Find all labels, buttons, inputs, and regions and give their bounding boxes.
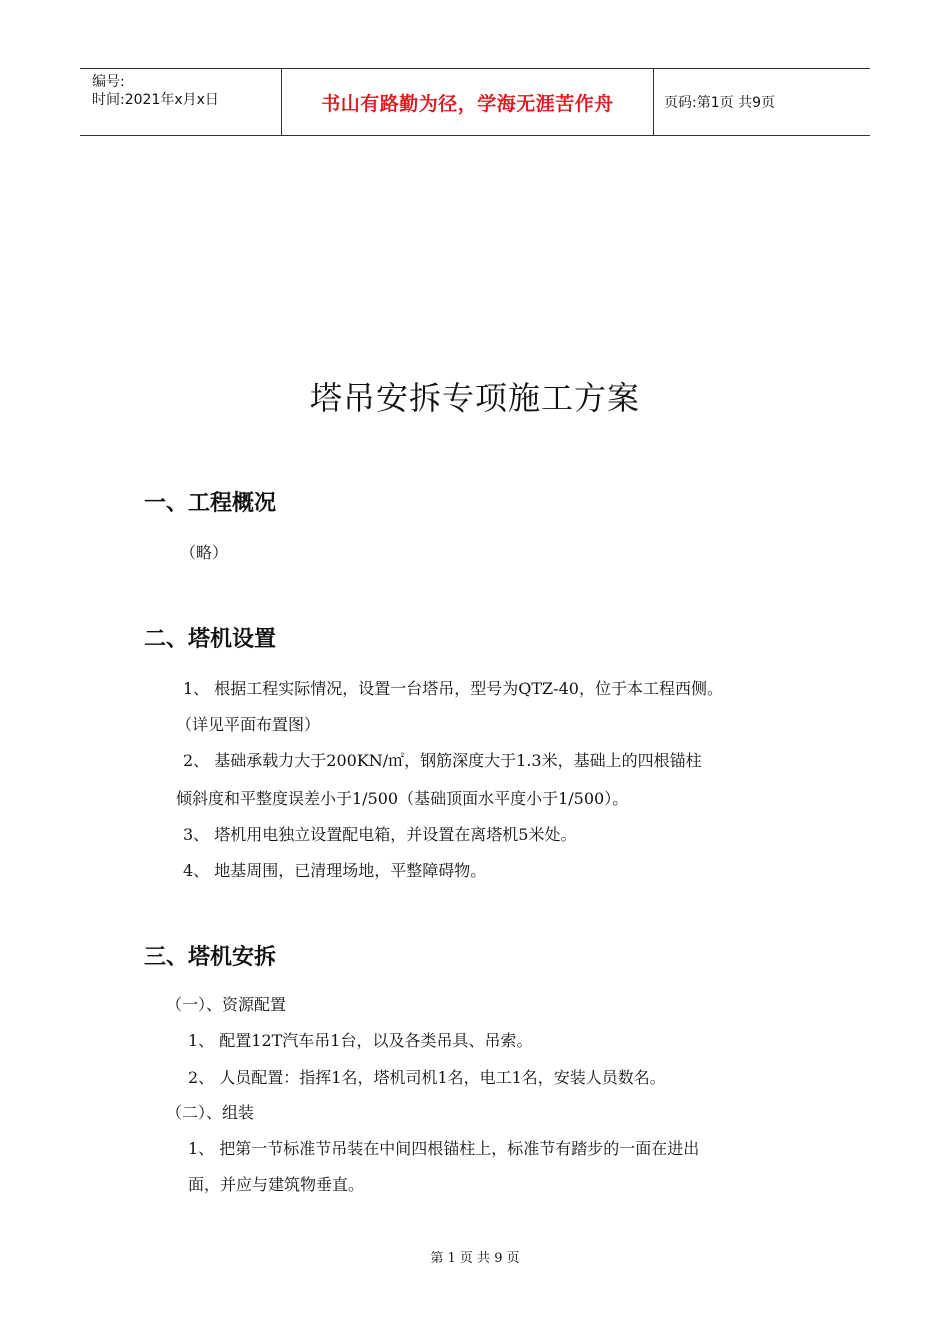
header-motto: 书山有路勤为径，学海无涯苦作舟 xyxy=(282,69,654,135)
paragraph-line: 面，并应与建筑物垂直。 xyxy=(188,1175,365,1194)
section-overview-text: （略） xyxy=(180,543,229,562)
subsection-heading-resources: （一）、资源配置 xyxy=(166,995,287,1014)
section-heading-crane-setup: 二、塔机设置 xyxy=(144,627,277,652)
paragraph-line: 2、 基础承载力大于200KN/㎡，钢筋深度大于1.3米，基础上的四根锚柱 xyxy=(183,751,702,770)
page-footer: 第 1 页 共 9 页 xyxy=(430,1251,520,1266)
section-heading-overview: 一、工程概况 xyxy=(144,491,277,516)
paragraph-line: 1、 配置12T汽车吊1台，以及各类吊具、吊索。 xyxy=(188,1031,533,1050)
paragraph-line: 倾斜度和平整度误差小于1/500（基础顶面水平度小于1/500）。 xyxy=(176,789,629,808)
paragraph-line: 4、 地基周围，已清理场地，平整障碍物。 xyxy=(183,861,487,880)
header-meta xyxy=(80,69,282,135)
subsection-heading-assembly: （二）、组装 xyxy=(166,1103,255,1122)
document-number-label: 编号: xyxy=(92,74,125,90)
document-time-label: 时间:2021年x月x日 xyxy=(92,92,219,108)
header-page-number: 页码:第1页 共9页 xyxy=(664,95,775,111)
paragraph-line: 3、 塔机用电独立设置配电箱，并设置在离塔机5米处。 xyxy=(183,825,577,844)
document-title: 塔吊安拆专项施工方案 xyxy=(309,379,640,417)
paragraph-line: 1、 根据工程实际情况，设置一台塔吊，型号为QTZ-40，位于本工程西侧。 xyxy=(183,679,723,698)
page-header xyxy=(80,68,870,136)
paragraph-line: （详见平面布置图） xyxy=(176,715,321,734)
paragraph-line: 2、 人员配置：指挥1名，塔机司机1名，电工1名，安装人员数名。 xyxy=(188,1068,666,1087)
section-heading-crane-install: 三、塔机安拆 xyxy=(144,945,277,970)
paragraph-line: 1、 把第一节标准节吊装在中间四根锚柱上，标准节有踏步的一面在进出 xyxy=(188,1139,700,1158)
